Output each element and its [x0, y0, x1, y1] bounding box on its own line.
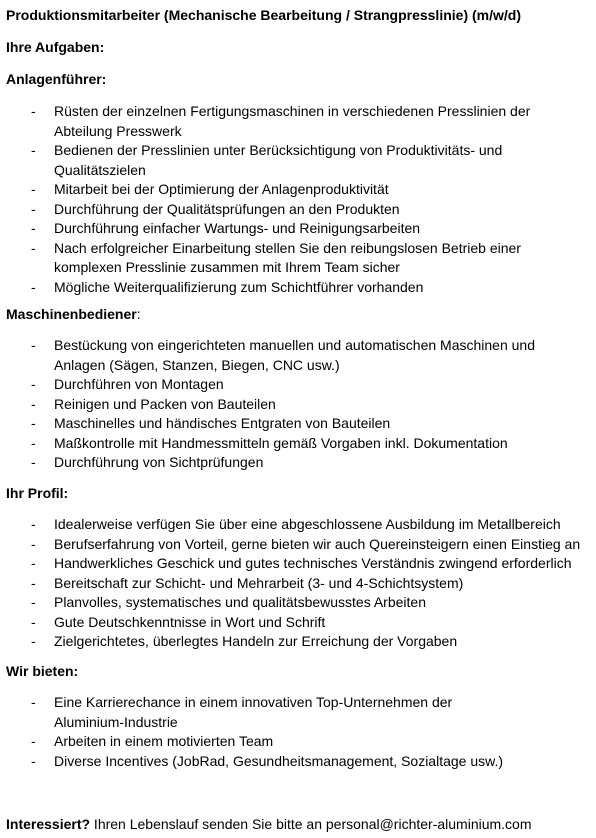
list-item-text: Abteilung Presswerk — [54, 122, 182, 139]
list-item — [0, 554, 580, 574]
maschinenbediener-list — [0, 336, 535, 473]
list-item-text: Durchführung einfacher Wartungs- und Reinigungsarbeiten — [54, 220, 421, 236]
bullet-dash: - — [31, 376, 36, 392]
list-item — [0, 180, 530, 200]
bieten-heading: Wir bieten: — [6, 663, 79, 679]
bullet-dash: - — [31, 594, 36, 610]
bullet-dash: - — [31, 434, 36, 451]
list-item-text: Eine Karrierechance in einem innovativen Top-Unternehmen der — [54, 694, 453, 710]
list-item — [0, 752, 503, 772]
anlagenfuehrer-list — [0, 102, 530, 297]
list-item-text: Diverse Incentives (JobRad, Gesundheitsmanagement, Sozialtage usw.) — [54, 752, 504, 769]
bullet-dash: - — [31, 613, 36, 630]
bieten-list — [0, 693, 503, 771]
list-item — [0, 414, 535, 434]
list-item-text: Maßkontrolle mit Handmessmitteln gemäß Vorgaben inkl. Dokumentation — [54, 434, 508, 451]
bullet-dash: - — [31, 574, 36, 591]
list-item-text: Qualitätszielen — [54, 161, 146, 178]
bullet-dash: - — [31, 415, 36, 431]
bullet-dash: - — [31, 733, 36, 749]
bullet-dash: - — [31, 200, 36, 217]
bullet-dash: - — [31, 516, 36, 532]
list-item-text: Maschinelles und händisches Entgraten von Bauteilen — [54, 415, 391, 431]
bullet-dash: - — [31, 633, 36, 649]
footer-bold: Interessiert? — [6, 816, 91, 832]
list-item-text: Bestückung von eingerichteten manuellen und automatischen Maschinen und — [54, 337, 535, 353]
maschinenbediener-heading-suffix: : — [136, 306, 141, 322]
list-item — [0, 593, 580, 613]
list-item — [0, 613, 580, 633]
list-item-text: Mögliche Weiterqualifizierung zum Schichtführer vorhanden — [54, 278, 424, 295]
list-item — [0, 693, 503, 732]
list-item — [0, 574, 580, 594]
footer-text: Ihren Lebenslauf senden Sie bitte an personal@richter-aluminium.com — [90, 816, 532, 832]
bullet-dash: - — [31, 752, 36, 769]
list-item — [0, 732, 503, 752]
list-item — [0, 102, 530, 141]
bullet-dash: - — [31, 555, 36, 571]
bullet-dash: - — [31, 239, 36, 256]
profil-heading: Ihr Profil: — [6, 485, 69, 501]
maschinenbediener-heading-text: Maschinenbediener — [6, 306, 137, 322]
profil-list — [0, 515, 580, 652]
list-item — [0, 336, 535, 375]
list-item — [0, 278, 530, 298]
list-item — [0, 239, 530, 278]
list-item — [0, 632, 580, 652]
list-item — [0, 200, 530, 220]
list-item-text: Nach erfolgreicher Einarbeitung stellen Sie den reibungslosen Betrieb einer — [54, 239, 521, 256]
list-item-text: Arbeiten in einem motivierten Team — [54, 733, 274, 749]
list-item-text: Mitarbeit bei der Optimierung der Anlagenproduktivität — [54, 181, 389, 197]
aufgaben-heading: Ihre Aufgaben: — [6, 39, 105, 55]
list-item-text: Zielgerichtetes, überlegtes Handeln zur Erreichung der Vorgaben — [54, 633, 458, 649]
bullet-dash: - — [31, 142, 36, 158]
list-item-text: Bereitschaft zur Schicht- und Mehrarbeit (3- und 4-Schichtsystem) — [54, 574, 464, 591]
list-item — [0, 453, 535, 473]
list-item — [0, 395, 535, 415]
list-item-text: Aluminium-Industrie — [54, 713, 178, 730]
list-item-text: Durchführen von Montagen — [54, 376, 224, 392]
list-item-text: Bedienen der Presslinien unter Berücksichtigung von Produktivitäts- und — [54, 142, 503, 158]
maschinenbediener-heading — [6, 305, 141, 324]
bullet-dash: - — [31, 337, 36, 353]
list-item-text: Planvolles, systematisches und qualitätsbewusstes Arbeiten — [54, 594, 426, 610]
list-item-text: Handwerkliches Geschick und gutes technisches Verständnis zwingend erforderlich — [54, 555, 572, 571]
bullet-dash: - — [31, 395, 36, 412]
list-item — [0, 375, 535, 395]
bullet-dash: - — [31, 181, 36, 197]
list-item-text: Berufserfahrung von Vorteil, gerne bieten wir auch Quereinsteigern einen Einstieg an — [54, 535, 581, 552]
bullet-dash: - — [31, 103, 36, 119]
list-item — [0, 515, 580, 535]
list-item-text: Anlagen (Sägen, Stanzen, Biegen, CNC usw.) — [54, 356, 340, 373]
list-item-text: Durchführung der Qualitätsprüfungen an den Produkten — [54, 200, 400, 217]
bullet-dash: - — [31, 694, 36, 710]
bullet-dash: - — [31, 454, 36, 470]
list-item-text: Idealerweise verfügen Sie über eine abgeschlossene Ausbildung im Metallbereich — [54, 516, 561, 532]
list-item — [0, 141, 530, 180]
bullet-dash: - — [31, 220, 36, 236]
bullet-dash: - — [31, 278, 36, 295]
list-item-text: Durchführung von Sichtprüfungen — [54, 454, 264, 470]
list-item — [0, 434, 535, 454]
list-item-text: komplexen Presslinie zusammen mit Ihrem Team sicher — [54, 259, 400, 275]
list-item-text: Rüsten der einzelnen Fertigungsmaschinen in verschiedenen Presslinien der — [54, 103, 531, 119]
anlagenfuehrer-heading: Anlagenführer: — [6, 71, 107, 87]
list-item-text: Gute Deutschkenntnisse in Wort und Schrift — [54, 613, 326, 630]
list-item — [0, 219, 530, 239]
contact-footer — [6, 815, 532, 834]
list-item — [0, 535, 580, 555]
list-item-text: Reinigen und Packen von Bauteilen — [54, 395, 276, 412]
bullet-dash: - — [31, 535, 36, 552]
page-title: Produktionsmitarbeiter (Mechanische Bearbeitung / Strangpresslinie) (m/w/d) — [6, 7, 521, 23]
